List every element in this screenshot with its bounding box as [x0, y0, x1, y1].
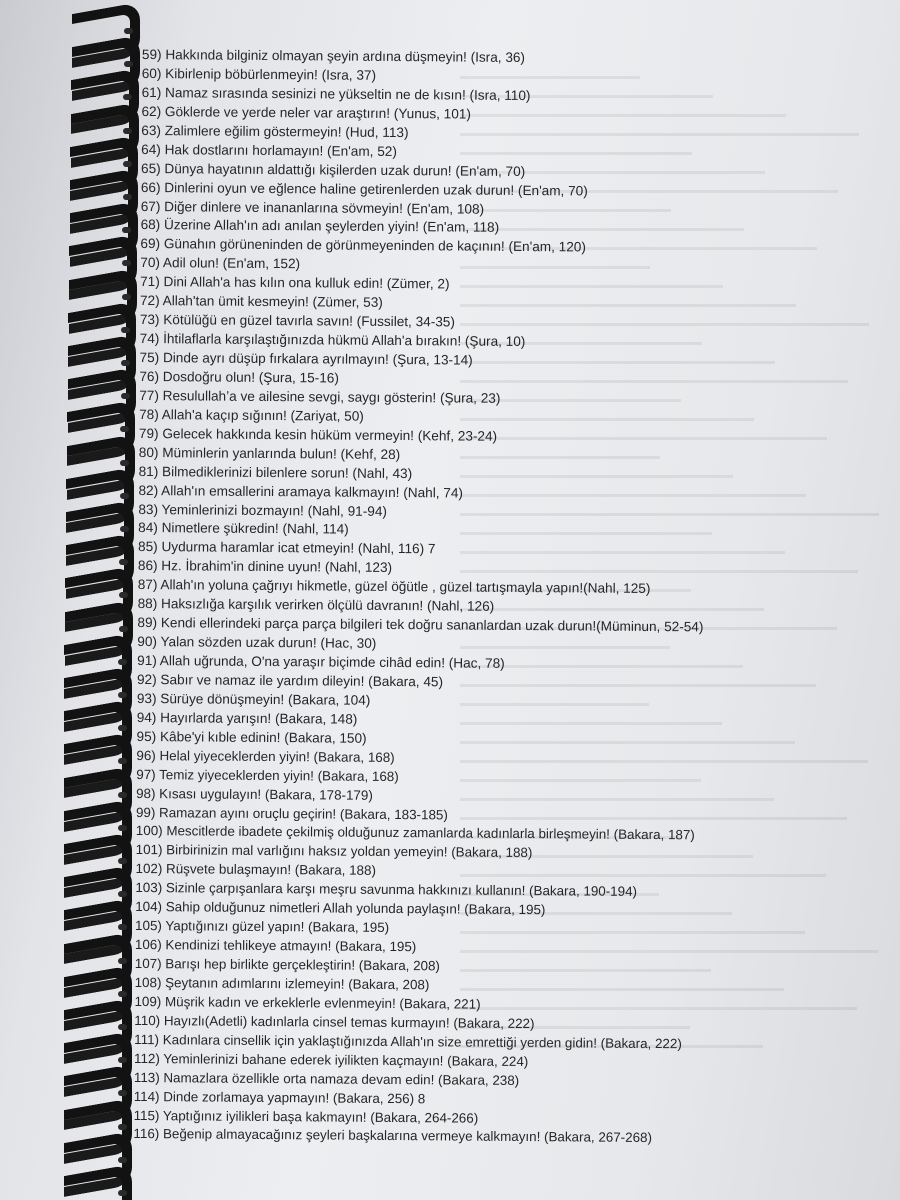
- punch-hole: [119, 626, 128, 632]
- list-item: 113) Namazlara özellikle orta namaza devam edin! (Bakara, 238): [133, 1069, 520, 1088]
- list-item: 60) Kibirlenip böbürlenmeyin! (Isra, 37): [141, 65, 377, 83]
- spiral-binding: [0, 0, 140, 1200]
- list-item: 59) Hakkında bilginiz olmayan şeyin ardına düşmeyin! (Isra, 36): [141, 46, 526, 66]
- list-item: 91) Allah uğrunda, O'na yaraşır biçimde cihâd edin! (Hac, 78): [137, 652, 505, 671]
- list-item: 99) Ramazan ayını oruçlu geçirin! (Bakara, 183-185): [135, 804, 448, 822]
- punch-hole: [120, 526, 129, 532]
- list-item: 104) Sahip olduğunuz nimetleri Allah yolunda paylaşın! (Bakara, 195): [135, 899, 546, 918]
- list-item: 63) Zalimlere eğilim göstermeyin! (Hud, 113): [141, 122, 409, 140]
- list-item: 108) Şeytanın adımlarını izlemeyin! (Bakara, 208): [134, 974, 430, 993]
- list-item: 114) Dinde zorlamaya yapmayın! (Bakara, 256) 8: [133, 1088, 426, 1106]
- list-item: 61) Namaz sırasında sesinizi ne yükseltin ne de kısın! (Isra, 110): [141, 84, 531, 103]
- list-item: 86) Hz. İbrahim'in dinine uyun! (Nahl, 123): [137, 558, 393, 576]
- list-item: 93) Sürüye dönüşmeyin! (Bakara, 104): [136, 690, 371, 708]
- punch-hole: [124, 28, 133, 34]
- punch-hole: [118, 725, 127, 731]
- punch-hole: [121, 360, 130, 366]
- punch-hole: [121, 393, 130, 399]
- punch-hole: [121, 327, 130, 333]
- list-item: 103) Sizinle çarpışanlara karşı meşru savunma hakkınızı kullanın! (Bakara, 190-194): [135, 880, 638, 900]
- punch-hole: [122, 294, 131, 300]
- list-item: 92) Sabır ve namaz ile yardım dileyin! (Bakara, 45): [136, 671, 444, 690]
- list-item: 111) Kadınlara cinsellik için yaklaştığınızda Allah'ın size emrettiği yerden gidin! (Bakara, 222): [134, 1031, 682, 1052]
- list-item: 65) Dünya hayatının aldattığı kişilerden uzak durun! (En'am, 70): [140, 160, 526, 179]
- punch-hole: [118, 758, 127, 764]
- list-item: 105) Yaptığınızı güzel yapın! (Bakara, 195): [135, 918, 390, 936]
- punch-hole: [118, 659, 127, 665]
- list-item: 79) Gelecek hakkında kesin hüküm vermeyin! (Kehf, 23-24): [138, 425, 498, 444]
- list-item: 90) Yalan sözden uzak durun! (Hac, 30): [137, 634, 377, 651]
- list-item: 98) Kısası uygulayın! (Bakara, 178-179): [136, 785, 373, 803]
- list-item: 70) Adil olun! (En'am, 152): [140, 255, 301, 272]
- list-item: 115) Yaptığınız iyilikleri başa kakmayın! (Bakara, 264-266): [133, 1107, 479, 1126]
- list-item: 69) Günahın görüneninden de görünmeyeninden de kaçının! (En'am, 120): [140, 236, 586, 255]
- list-item: 116) Beğenip almayacağınız şeyleri başkalarına vermeye kalkmayın! (Bakara, 267-268): [133, 1126, 653, 1146]
- list-item: 85) Uydurma haramlar icat etmeyin! (Nahl, 116) 7: [138, 539, 436, 557]
- punch-hole: [118, 792, 127, 798]
- list-item: 94) Hayırlarda yarışın! (Bakara, 148): [136, 709, 358, 727]
- list-item: 89) Kendi ellerindeki parça parça bilgileri tek doğru sananlardan uzak durun!(Müminun, 52-54): [137, 615, 704, 635]
- list-item: 74) İhtilaflarla karşılaştığınızda hükmü Allah'a bırakın! (Şura, 10): [139, 331, 526, 350]
- punch-hole: [118, 958, 127, 964]
- punch-hole: [118, 1157, 127, 1163]
- punch-hole: [118, 692, 127, 698]
- punch-hole: [118, 1190, 127, 1196]
- punch-hole: [118, 1057, 127, 1063]
- list-item: 100) Mescitlerde ibadete çekilmiş olduğunuz zamanlarda kadınlarla birleşmeyin! (Bakara, 187): [135, 823, 695, 843]
- punch-hole: [120, 460, 129, 466]
- punch-hole: [120, 493, 129, 499]
- punch-hole: [122, 227, 131, 233]
- punch-hole: [122, 260, 131, 266]
- list-item: 66) Dinlerini oyun ve eğlence haline getirenlerden uzak durun! (En'am, 70): [140, 179, 588, 199]
- punch-hole: [123, 194, 132, 200]
- list-item: 73) Kötülüğü en güzel tavırla savın! (Fussilet, 34-35): [139, 312, 455, 330]
- list-item: 109) Müşrik kadın ve erkeklerle evlenmeyin! (Bakara, 221): [134, 993, 481, 1012]
- punch-hole: [118, 1024, 127, 1030]
- list-item: 102) Rüşvete bulaşmayın! (Bakara, 188): [135, 861, 377, 879]
- list-item: 88) Haksızlığa karşılık verirken ölçülü davranın! (Nahl, 126): [137, 596, 495, 614]
- list-item: 101) Birbirinizin mal varlığını haksız yoldan yemeyin! (Bakara, 188): [135, 842, 533, 861]
- punch-hole: [118, 924, 127, 930]
- punch-hole: [118, 858, 127, 864]
- punch-hole: [118, 1124, 127, 1130]
- list-item: 112) Yeminlerinizi bahane ederek iyilikten kaçmayın! (Bakara, 224): [133, 1050, 529, 1069]
- punch-hole: [124, 61, 133, 67]
- list-item: 77) Resulullah’a ve ailesine sevgi, saygı gösterin! (Şura, 23): [139, 387, 501, 406]
- list-item: 107) Barışı hep birlikte gerçekleştirin! (Bakara, 208): [134, 955, 440, 974]
- punch-hole: [118, 825, 127, 831]
- list-item: 62) Göklerde ve yerde neler var araştırın! (Yunus, 101): [141, 103, 471, 122]
- list-item: 82) Allah'ın emsallerini aramaya kalkmayın! (Nahl, 74): [138, 482, 464, 501]
- list-item: 71) Dini Allah'a has kılın ona kulluk edin! (Zümer, 2): [140, 274, 450, 292]
- punch-hole: [123, 128, 132, 134]
- list-item: 80) Müminlerin yanlarında bulun! (Kehf, 28): [138, 444, 401, 462]
- list-item: 68) Üzerine Allah'ın adı anılan şeylerden yiyin! (En'am, 118): [140, 217, 500, 236]
- list-item: 95) Kâbe'yi kıble edinin! (Bakara, 150): [136, 728, 367, 746]
- list-item: 84) Nimetlere şükredin! (Nahl, 114): [138, 520, 349, 538]
- punch-hole: [118, 1090, 127, 1096]
- punch-hole: [118, 991, 127, 997]
- punch-hole: [118, 891, 127, 897]
- punch-hole: [119, 559, 128, 565]
- list-item: 72) Allah'tan ümit kesmeyin! (Zümer, 53): [139, 293, 383, 311]
- list-item: 81) Bilmediklerinizi bilenlere sorun! (Nahl, 43): [138, 463, 413, 481]
- list-item: 96) Helal yiyeceklerden yiyin! (Bakara, 168): [136, 747, 395, 765]
- punch-hole: [119, 592, 128, 598]
- list-item: 76) Dosdoğru olun! (Şura, 15-16): [139, 368, 339, 386]
- list-item: 110) Hayızlı(Adetli) kadınlarla cinsel temas kurmayın! (Bakara, 222): [134, 1012, 535, 1031]
- list-item: 75) Dinde ayrı düşüp fırkalara ayrılmayın! (Şura, 13-14): [139, 349, 473, 368]
- list-item: 87) Allah'ın yoluna çağrıyı hikmetle, güzel öğütle , güzel tartışmayla yapın!(Nahl, 125): [137, 577, 651, 597]
- list-item: 67) Diğer dinlere ve inananlarına sövmeyin! (En'am, 108): [140, 198, 485, 217]
- list-item: 78) Allah'a kaçıp sığının! (Zariyat, 50): [139, 406, 364, 424]
- list-item: 106) Kendinizi tehlikeye atmayın! (Bakara, 195): [134, 937, 417, 955]
- numbered-list: [133, 46, 882, 1150]
- list-item: 97) Temiz yiyeceklerden yiyin! (Bakara, 168): [136, 766, 399, 784]
- list-item: 83) Yeminlerinizi bozmayın! (Nahl, 91-94): [138, 501, 388, 519]
- list-item: 64) Hak dostlarını horlamayın! (En'am, 52): [141, 141, 397, 159]
- punch-hole: [123, 161, 132, 167]
